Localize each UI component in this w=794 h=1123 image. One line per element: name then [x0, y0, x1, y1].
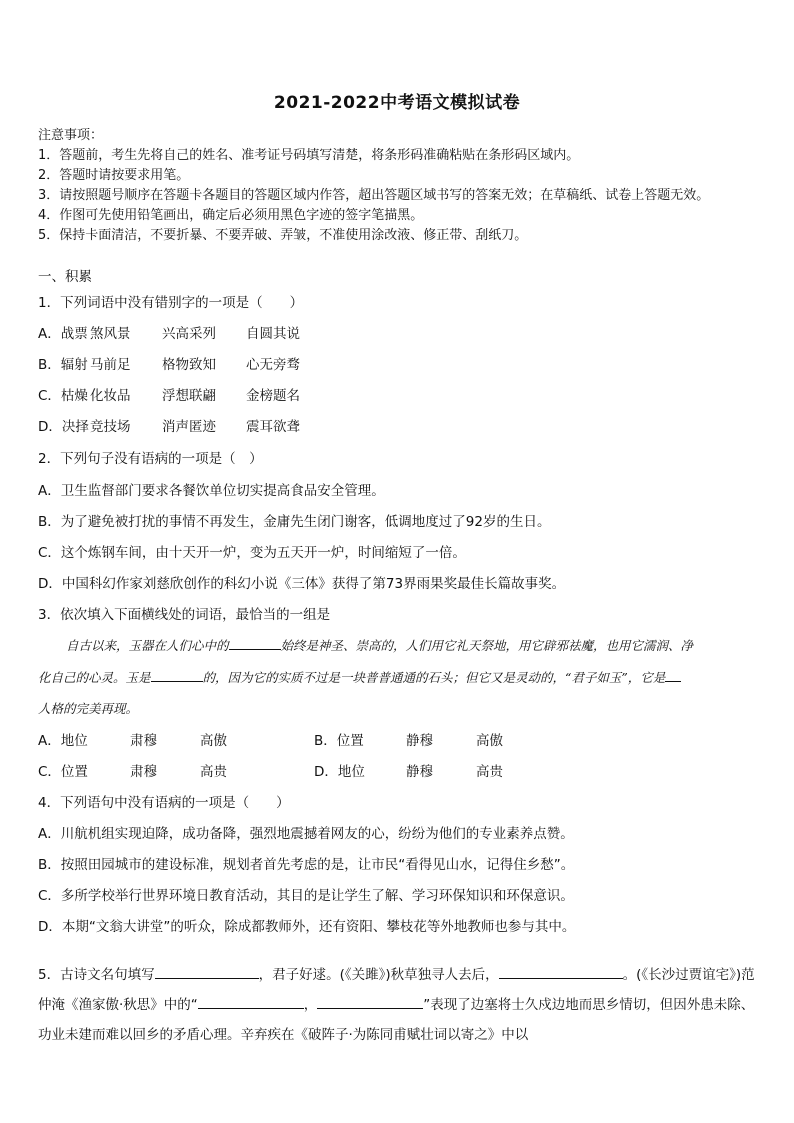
passage-text: 的，因为它的实质不过是一块普普通通的石头；但它又是灵动的，“君子如玉”，它是	[202, 670, 666, 685]
exam-title: 2021-2022中考语文模拟试卷	[273, 93, 521, 113]
question-5-text: ，	[303, 997, 318, 1013]
question-5-paragraph	[38, 960, 758, 1050]
option-word: D．地位	[314, 764, 365, 780]
question-3-option-b	[314, 729, 546, 749]
option-word: 震耳欲聋	[246, 419, 300, 435]
option-word: 兴高采列	[162, 326, 216, 342]
option-word: 肃穆	[130, 764, 157, 780]
question-4-option-c: C．多所学校举行世界环境日教育活动，其目的是让学生了解、学习环保知识和环保意识。	[38, 888, 574, 904]
question-1-stem: 1．下列词语中没有错别字的一项是（ ）	[38, 295, 304, 311]
passage-text: 自古以来，玉器在人们心中的	[66, 638, 229, 653]
question-3-stem: 3．依次填入下面横线处的词语，最恰当的一组是	[38, 607, 331, 623]
question-3-passage-line: 人格的完美再现。	[38, 701, 139, 716]
option-word: 消声匿迹	[162, 419, 216, 435]
option-word: 高傲	[476, 733, 503, 749]
option-word: 格物致知	[162, 357, 216, 373]
option-word: 金榜题名	[246, 388, 300, 404]
question-4-stem: 4．下列语句中没有语病的一项是（ ）	[38, 795, 290, 811]
question-5-text: 5．古诗文名句填写	[38, 967, 155, 983]
question-3-passage-line	[66, 635, 756, 654]
question-1-option-a	[38, 322, 336, 342]
question-1-option-c	[38, 384, 336, 404]
option-word: 心无旁骛	[246, 357, 300, 373]
option-word: B．辐射	[38, 357, 88, 373]
question-2-option-c: C．这个炼钢车间，由十天开一炉，变为五天开一炉，时间缩短了一倍。	[38, 545, 466, 561]
question-1-option-d	[38, 415, 336, 435]
option-word: 静穆	[406, 733, 433, 749]
option-word: 化妆品	[90, 388, 131, 404]
fill-blank[interactable]	[198, 994, 304, 1009]
option-word: A．战票	[38, 326, 88, 342]
notice-item: 5．保持卡面清洁，不要折暴、不要弄破、弄皱，不准使用涂改液、修正带、刮纸刀。	[38, 228, 528, 243]
option-word: C．位置	[38, 764, 88, 780]
question-3-option-c	[38, 760, 270, 780]
fill-blank[interactable]	[499, 964, 623, 979]
fill-blank	[229, 635, 281, 650]
option-word: D．决择	[38, 419, 89, 435]
notice-item: 4．作图可先使用铅笔画出，确定后必须用黑色字迹的签字笔描黑。	[38, 208, 424, 223]
fill-blank[interactable]	[317, 994, 423, 1009]
option-word: C．枯燥	[38, 388, 88, 404]
notice-item: 3．请按照题号顺序在答题卡各题目的答题区域内作答，超出答题区域书写的答案无效；在草稿纸、试卷上答题无效。	[38, 188, 710, 203]
option-word: 肃穆	[130, 733, 157, 749]
option-word: 煞风景	[90, 326, 131, 342]
question-5-text: 。(《长沙过贾谊宅》)范仲淹《渔家傲·秋思》中的“	[38, 967, 755, 1013]
notice-item: 1．答题前，考生先将自己的姓名、准考证号码填写清楚，将条形码准确粘贴在条形码区域内。	[38, 148, 580, 163]
option-word: B．位置	[314, 733, 364, 749]
passage-text: 化自己的心灵。玉是	[38, 670, 151, 685]
question-2-option-b: B．为了避免被打扰的事情不再发生，金庸先生闭门谢客，低调地度过了92岁的生日。	[38, 514, 551, 530]
fill-blank	[151, 667, 203, 682]
option-word: 高贵	[476, 764, 503, 780]
notice-heading: 注意事项：	[38, 128, 104, 143]
fill-blank	[665, 667, 681, 682]
option-word: 自圆其说	[246, 326, 300, 342]
option-word: A．地位	[38, 733, 88, 749]
question-3-option-d	[314, 760, 546, 780]
option-word: 静穆	[406, 764, 433, 780]
question-4-option-b: B．按照田园城市的建设标准，规划者首先考虑的是，让市民“看得见山水，记得住乡愁”。	[38, 857, 575, 873]
option-word: 马前足	[90, 357, 131, 373]
notice-item: 2．答题时请按要求用笔。	[38, 168, 190, 183]
question-4-option-a: A．川航机组实现迫降，成功备降，强烈地震撼着网友的心，纷纷为他们的专业素养点赞。	[38, 826, 574, 842]
option-word: 竞技场	[90, 419, 131, 435]
section-heading: 一、积累	[38, 269, 92, 285]
question-3-option-a	[38, 729, 270, 749]
question-3-passage-line	[38, 667, 758, 686]
passage-text: 始终是神圣、崇高的，人们用它礼天祭地，用它辟邪祛魔，也用它濡润、净	[280, 638, 694, 653]
question-4-option-d: D．本期“文翁大讲堂”的听众，除成都教师外，还有资阳、攀枝花等外地教师也参与其中。	[38, 919, 576, 935]
question-2-option-d: D．中国科幻作家刘慈欣创作的科幻小说《三体》获得了第73界雨果奖最佳长篇故事奖。	[38, 576, 566, 592]
question-1-option-b	[38, 353, 336, 373]
fill-blank[interactable]	[155, 964, 259, 979]
question-2-stem: 2．下列句子没有语病的一项是（ ）	[38, 451, 263, 467]
option-word: 浮想联翩	[162, 388, 216, 404]
question-5-text: ，君子好逑。(《关雎》)秋草独寻人去后，	[258, 967, 499, 983]
question-5-text: ”表现了边塞将士久戍边地而思乡情切，但因外患未除、功业未建而难以回乡的矛盾心理。辛弃疾在《破阵子·为陈同甫赋壮词以寄之》中以	[38, 997, 755, 1043]
question-2-option-a: A．卫生监督部门要求各餐饮单位切实提高食品安全管理。	[38, 483, 385, 499]
option-word: 高贵	[200, 764, 227, 780]
option-word: 高傲	[200, 733, 227, 749]
